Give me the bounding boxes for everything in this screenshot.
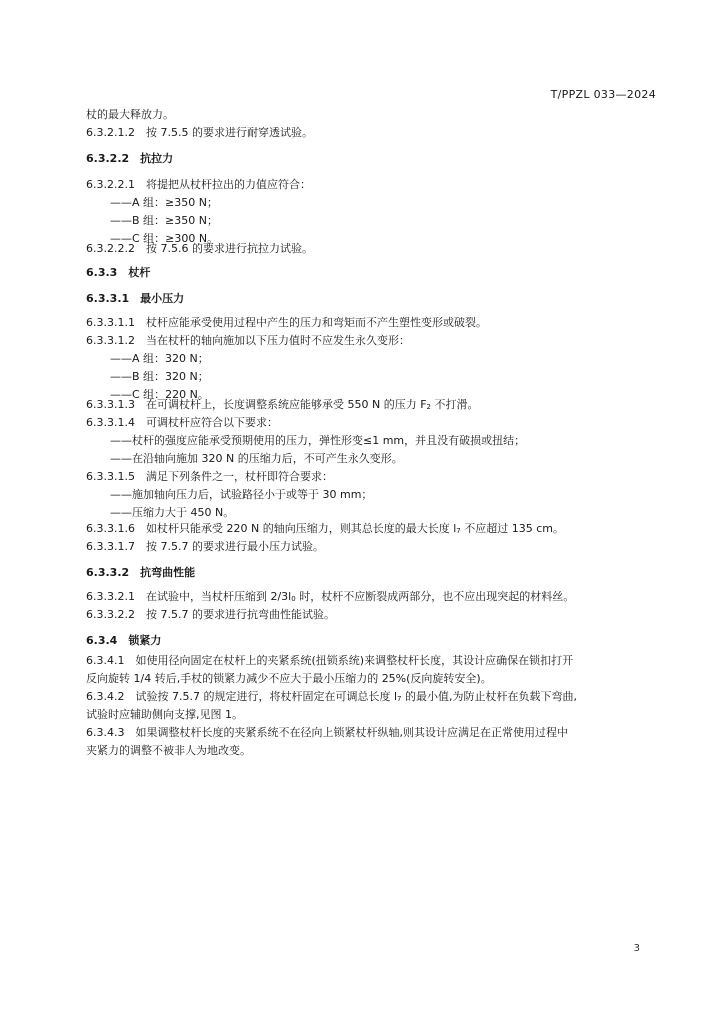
list-item-group-a: ——A 组：≥350 N；	[110, 196, 218, 209]
document-code: T/PPZL 033—2024	[550, 88, 656, 101]
text-line-28: 6.3.4.1 如使用径向固定在杖杆上的夹紧系统(扭锁系统)来调整杖杆长度，其设计应确保在锁扣打开	[86, 654, 574, 667]
list-item-group-a: ——A 组：320 N；	[110, 352, 209, 365]
section-heading-6-3-4: 6.3.4 锁紧力	[86, 634, 162, 647]
text-line-22: 6.3.3.1.6 如杖杆只能承受 220 N 的轴向压缩力，则其总长度的最大长度 $l_7$ 不应超过 135 cm。	[86, 522, 564, 535]
text-line-23: 6.3.3.1.7 按 7.5.7 的要求进行最小压力试验。	[86, 540, 324, 553]
list-item-group-b: ——B 组：≥350 N；	[110, 214, 218, 227]
text-line-16: 6.3.3.1.4 可调杖杆应符合以下要求：	[86, 416, 278, 429]
text-line-15: 6.3.3.1.3 在可调杖杆上，长度调整系统应能够承受 550 N 的压力 $F_2$ 不打滑。	[86, 398, 479, 411]
list-item-group-b: ——B 组：320 N；	[110, 370, 209, 383]
list-item-group-c: ——C 组：220 N。	[110, 388, 209, 401]
text-line-30: 6.3.4.2 试验按 7.5.7 的规定进行，将杖杆固定在可调总长度 $l_7$ 的最小值,为防止杖杆在负载下弯曲,	[86, 690, 577, 703]
list-item-compression: ——压缩力大于 450 N。	[110, 506, 235, 519]
text-line-32: 6.3.4.3 如果调整杖杆长度的夹紧系统不在径向上锁紧杖杆纵轴,则其设计应满足在正常使用过程中	[86, 726, 568, 739]
page-number: 3	[633, 943, 640, 954]
text-line-29: 反向旋转 1/4 转后,手杖的锁紧力减少不应大于最小压缩力的 25%(反向旋转安全)。	[86, 672, 492, 685]
list-item-no-deformation: ——在沿轴向施加 320 N 的压缩力后，不可产生永久变形。	[110, 452, 403, 465]
text-line-3: 6.3.2.2.1 将提把从杖杆拉出的力值应符合：	[86, 178, 311, 191]
list-item-group-c: ——C 组：≥300 N。	[110, 232, 219, 245]
text-line-33: 夹紧力的调整不被非人为地改变。	[86, 744, 251, 757]
text-line-25: 6.3.3.2.1 在试验中，当杖杆压缩到 $2/3l_0$ 时，杖杆不应断裂成两部分，也不应出现突起的材料丝。	[86, 590, 575, 603]
section-heading-6-3-3-1: 6.3.3.1 最小压力	[86, 292, 185, 305]
text-line-0: 杖的最大释放力。	[86, 108, 174, 121]
text-line-11: 6.3.3.1.2 当在杖杆的轴向施加以下压力值时不应发生永久变形：	[86, 334, 410, 347]
text-line-26: 6.3.3.2.2 按 7.5.7 的要求进行抗弯曲性能试验。	[86, 608, 335, 621]
text-line-10: 6.3.3.1.1 杖杆应能承受使用过程中产生的压力和弯矩而不产生塑性变形或破裂。	[86, 316, 487, 329]
text-line-31: 试验时应辅助侧向支撑,见图 1。	[86, 708, 243, 721]
section-heading-6-3-3: 6.3.3 杖杆	[86, 266, 151, 279]
list-item-strength: ——杖杆的强度应能承受预期使用的压力，弹性形变≤1 mm，并且没有破损或扭结；	[110, 434, 526, 447]
text-line-1: 6.3.2.1.2 按 7.5.5 的要求进行耐穿透试验。	[86, 126, 313, 139]
section-heading-6-3-2-2: 6.3.2.2 抗拉力	[86, 152, 174, 165]
text-line-19: 6.3.3.1.5 满足下列条件之一，杖杆即符合要求：	[86, 470, 333, 483]
text-line-7: 6.3.2.2.2 按 7.5.6 的要求进行抗拉力试验。	[86, 242, 313, 255]
section-heading-6-3-3-2: 6.3.3.2 抗弯曲性能	[86, 566, 196, 579]
list-item-test-path: ——施加轴向压力后，试验路径小于或等于 30 mm；	[110, 488, 373, 501]
